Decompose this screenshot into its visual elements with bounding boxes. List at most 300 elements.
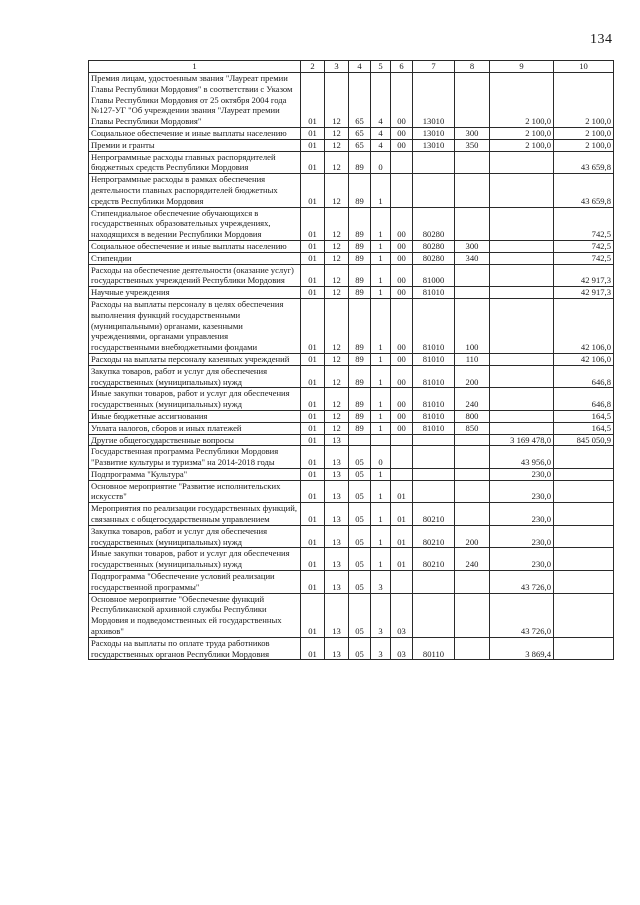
page-number: 134 — [590, 32, 613, 47]
code-subprogram: 1 — [371, 252, 391, 264]
amount-col-9: 43 726,0 — [490, 571, 554, 594]
table-row — [89, 127, 614, 139]
code-subprogram: 1 — [371, 548, 391, 571]
code-section: 01 — [301, 298, 325, 353]
table-row — [89, 174, 614, 207]
amount-col-10 — [554, 468, 614, 480]
code-program — [349, 434, 371, 446]
code-expense-type: 350 — [455, 139, 490, 151]
code-direction: 80280 — [413, 240, 455, 252]
code-activity: 00 — [391, 264, 413, 287]
code-expense-type — [455, 151, 490, 174]
code-subsection: 12 — [325, 410, 349, 422]
code-program: 05 — [349, 468, 371, 480]
amount-col-9: 3 169 478,0 — [490, 434, 554, 446]
table-row — [89, 410, 614, 422]
code-section: 01 — [301, 174, 325, 207]
amount-col-10 — [554, 548, 614, 571]
code-direction — [413, 446, 455, 469]
code-direction — [413, 593, 455, 637]
budget-table — [88, 60, 614, 660]
column-header-5: 5 — [371, 61, 391, 73]
amount-col-10: 164,5 — [554, 410, 614, 422]
code-section: 01 — [301, 480, 325, 503]
code-activity: 03 — [391, 637, 413, 660]
code-subprogram: 0 — [371, 151, 391, 174]
code-expense-type — [455, 503, 490, 526]
amount-col-9 — [490, 287, 554, 299]
code-activity — [391, 434, 413, 446]
code-section: 01 — [301, 73, 325, 128]
code-activity: 00 — [391, 139, 413, 151]
code-program: 05 — [349, 525, 371, 548]
code-program: 89 — [349, 252, 371, 264]
code-subsection: 12 — [325, 174, 349, 207]
amount-col-9: 43 956,0 — [490, 446, 554, 469]
table-row — [89, 252, 614, 264]
table-row — [89, 446, 614, 469]
column-header-8: 8 — [455, 61, 490, 73]
code-section: 01 — [301, 593, 325, 637]
code-subprogram — [371, 434, 391, 446]
code-expense-type: 800 — [455, 410, 490, 422]
column-header-10: 10 — [554, 61, 614, 73]
code-activity — [391, 468, 413, 480]
amount-col-9 — [490, 252, 554, 264]
row-name: Расходы на выплаты по оплате труда работников государственных органов Республики Мордовия — [89, 637, 301, 660]
amount-col-9 — [490, 298, 554, 353]
amount-col-9 — [490, 365, 554, 388]
amount-col-9 — [490, 422, 554, 434]
row-name: Другие общегосударственные вопросы — [89, 434, 301, 446]
code-direction: 80210 — [413, 525, 455, 548]
code-subprogram: 1 — [371, 388, 391, 411]
row-name: Подпрограмма "Культура" — [89, 468, 301, 480]
code-subsection: 12 — [325, 139, 349, 151]
code-section: 01 — [301, 287, 325, 299]
row-name: Расходы на выплаты персоналу казенных учреждений — [89, 353, 301, 365]
table-row — [89, 593, 614, 637]
code-direction: 81010 — [413, 287, 455, 299]
code-subprogram: 1 — [371, 468, 391, 480]
code-program: 89 — [349, 287, 371, 299]
code-subprogram: 1 — [371, 365, 391, 388]
code-subprogram: 3 — [371, 593, 391, 637]
code-expense-type — [455, 637, 490, 660]
code-expense-type: 200 — [455, 365, 490, 388]
code-expense-type: 850 — [455, 422, 490, 434]
amount-col-10: 42 917,3 — [554, 287, 614, 299]
code-program: 65 — [349, 127, 371, 139]
code-section: 01 — [301, 637, 325, 660]
code-subprogram: 0 — [371, 446, 391, 469]
code-subsection: 13 — [325, 503, 349, 526]
code-direction: 80210 — [413, 548, 455, 571]
code-subprogram: 1 — [371, 207, 391, 240]
code-section: 01 — [301, 410, 325, 422]
code-activity — [391, 571, 413, 594]
table-row — [89, 73, 614, 128]
code-subsection: 12 — [325, 127, 349, 139]
code-expense-type: 300 — [455, 240, 490, 252]
amount-col-10: 2 100,0 — [554, 73, 614, 128]
table-row — [89, 365, 614, 388]
amount-col-10 — [554, 571, 614, 594]
code-section: 01 — [301, 353, 325, 365]
table-body — [89, 73, 614, 660]
code-subsection: 12 — [325, 264, 349, 287]
row-name: Премии и гранты — [89, 139, 301, 151]
code-expense-type: 200 — [455, 525, 490, 548]
code-direction: 80280 — [413, 207, 455, 240]
code-section: 01 — [301, 434, 325, 446]
code-expense-type — [455, 174, 490, 207]
code-expense-type: 340 — [455, 252, 490, 264]
code-subsection: 13 — [325, 637, 349, 660]
code-direction: 81010 — [413, 422, 455, 434]
code-program: 65 — [349, 73, 371, 128]
code-direction: 81010 — [413, 365, 455, 388]
code-program: 05 — [349, 548, 371, 571]
code-program: 89 — [349, 151, 371, 174]
code-direction — [413, 571, 455, 594]
code-direction: 13010 — [413, 139, 455, 151]
code-section: 01 — [301, 571, 325, 594]
code-expense-type: 300 — [455, 127, 490, 139]
table-row — [89, 637, 614, 660]
code-section: 01 — [301, 422, 325, 434]
code-program: 05 — [349, 503, 371, 526]
code-expense-type — [455, 434, 490, 446]
code-direction: 13010 — [413, 73, 455, 128]
code-program: 89 — [349, 174, 371, 207]
code-program: 89 — [349, 207, 371, 240]
code-activity: 00 — [391, 298, 413, 353]
code-direction: 81010 — [413, 410, 455, 422]
amount-col-10: 742,5 — [554, 252, 614, 264]
amount-col-10 — [554, 593, 614, 637]
amount-col-10 — [554, 637, 614, 660]
code-subsection: 12 — [325, 240, 349, 252]
row-name: Социальное обеспечение и иные выплаты населению — [89, 240, 301, 252]
code-subsection: 12 — [325, 287, 349, 299]
amount-col-9 — [490, 388, 554, 411]
code-subprogram: 1 — [371, 353, 391, 365]
amount-col-10: 845 050,9 — [554, 434, 614, 446]
column-header-7: 7 — [413, 61, 455, 73]
code-subprogram: 4 — [371, 73, 391, 128]
code-program: 89 — [349, 410, 371, 422]
code-subsection: 13 — [325, 525, 349, 548]
code-activity: 00 — [391, 287, 413, 299]
code-program: 89 — [349, 365, 371, 388]
column-header-1: 1 — [89, 61, 301, 73]
code-activity: 00 — [391, 410, 413, 422]
table-row — [89, 353, 614, 365]
row-name: Иные закупки товаров, работ и услуг для обеспечения государственных (муниципальных) нужд — [89, 388, 301, 411]
amount-col-9 — [490, 207, 554, 240]
row-name: Расходы на обеспечение деятельности (оказание услуг) государственных учреждений Республики Мордовия — [89, 264, 301, 287]
code-subprogram: 1 — [371, 240, 391, 252]
code-subsection: 13 — [325, 480, 349, 503]
amount-col-10: 42 106,0 — [554, 298, 614, 353]
code-subprogram: 1 — [371, 298, 391, 353]
code-subsection: 12 — [325, 73, 349, 128]
amount-col-10 — [554, 480, 614, 503]
amount-col-9 — [490, 353, 554, 365]
code-subprogram: 4 — [371, 127, 391, 139]
code-program: 89 — [349, 353, 371, 365]
code-expense-type: 240 — [455, 548, 490, 571]
amount-col-9: 2 100,0 — [490, 127, 554, 139]
amount-col-9: 230,0 — [490, 525, 554, 548]
code-subprogram: 4 — [371, 139, 391, 151]
code-activity: 01 — [391, 548, 413, 571]
code-subsection: 12 — [325, 388, 349, 411]
code-expense-type — [455, 287, 490, 299]
table-row — [89, 139, 614, 151]
amount-col-9: 2 100,0 — [490, 139, 554, 151]
amount-col-9 — [490, 410, 554, 422]
code-subprogram: 1 — [371, 287, 391, 299]
code-activity — [391, 446, 413, 469]
amount-col-9: 2 100,0 — [490, 73, 554, 128]
code-activity: 00 — [391, 388, 413, 411]
code-expense-type: 100 — [455, 298, 490, 353]
code-subprogram: 3 — [371, 571, 391, 594]
code-section: 01 — [301, 468, 325, 480]
code-section: 01 — [301, 252, 325, 264]
row-name: Государственная программа Республики Мордовия "Развитие культуры и туризма" на 2014-2018 годы — [89, 446, 301, 469]
code-program: 05 — [349, 446, 371, 469]
code-expense-type — [455, 593, 490, 637]
code-direction: 81010 — [413, 298, 455, 353]
code-program: 05 — [349, 571, 371, 594]
column-header-3: 3 — [325, 61, 349, 73]
code-subsection: 13 — [325, 548, 349, 571]
row-name: Закупка товаров, работ и услуг для обеспечения государственных (муниципальных) нужд — [89, 365, 301, 388]
code-direction — [413, 151, 455, 174]
code-direction: 81010 — [413, 353, 455, 365]
table-row — [89, 388, 614, 411]
code-expense-type — [455, 73, 490, 128]
row-name: Стипендиальное обеспечение обучающихся в государственных образовательных учреждениях, находящихся в ведении Республики Мордовия — [89, 207, 301, 240]
amount-col-10: 646,8 — [554, 388, 614, 411]
code-activity: 00 — [391, 207, 413, 240]
code-section: 01 — [301, 127, 325, 139]
row-name: Закупка товаров, работ и услуг для обеспечения государственных (муниципальных) нужд — [89, 525, 301, 548]
code-subprogram: 1 — [371, 422, 391, 434]
code-direction — [413, 434, 455, 446]
amount-col-10: 42 106,0 — [554, 353, 614, 365]
amount-col-10 — [554, 525, 614, 548]
amount-col-9 — [490, 264, 554, 287]
amount-col-10 — [554, 446, 614, 469]
code-section: 01 — [301, 365, 325, 388]
code-direction — [413, 468, 455, 480]
code-subsection: 13 — [325, 468, 349, 480]
code-subsection: 12 — [325, 207, 349, 240]
code-subsection: 12 — [325, 353, 349, 365]
code-activity: 01 — [391, 503, 413, 526]
row-name: Стипендии — [89, 252, 301, 264]
table-row — [89, 287, 614, 299]
code-program: 89 — [349, 240, 371, 252]
table-row — [89, 264, 614, 287]
table-row — [89, 298, 614, 353]
row-name: Мероприятия по реализации государственных функций, связанных с общегосударственным управлением — [89, 503, 301, 526]
table-row — [89, 434, 614, 446]
code-section: 01 — [301, 388, 325, 411]
column-header-6: 6 — [391, 61, 413, 73]
code-direction: 13010 — [413, 127, 455, 139]
amount-col-10: 2 100,0 — [554, 139, 614, 151]
table-row — [89, 571, 614, 594]
code-program: 89 — [349, 388, 371, 411]
amount-col-10: 42 917,3 — [554, 264, 614, 287]
code-subsection: 12 — [325, 151, 349, 174]
row-name: Основное мероприятие "Развитие исполнительских искусств" — [89, 480, 301, 503]
code-subsection: 13 — [325, 446, 349, 469]
code-subsection: 12 — [325, 298, 349, 353]
header-row — [89, 61, 614, 73]
code-subsection: 13 — [325, 571, 349, 594]
code-activity — [391, 151, 413, 174]
code-subprogram: 1 — [371, 525, 391, 548]
amount-col-9: 230,0 — [490, 480, 554, 503]
column-header-9: 9 — [490, 61, 554, 73]
table-row — [89, 422, 614, 434]
row-name: Расходы на выплаты персоналу в целях обеспечения выполнения функций государственными (муниципальными) органами, казенными учреждениями, органами управления государственными внебюджетными фондами — [89, 298, 301, 353]
code-program: 89 — [349, 264, 371, 287]
code-activity: 00 — [391, 240, 413, 252]
code-activity: 00 — [391, 353, 413, 365]
code-activity: 01 — [391, 525, 413, 548]
amount-col-10: 43 659,8 — [554, 174, 614, 207]
table-row — [89, 207, 614, 240]
code-subprogram: 3 — [371, 637, 391, 660]
code-program: 05 — [349, 480, 371, 503]
code-subprogram: 1 — [371, 264, 391, 287]
code-activity: 00 — [391, 365, 413, 388]
code-section: 01 — [301, 240, 325, 252]
amount-col-9 — [490, 174, 554, 207]
row-name: Уплата налогов, сборов и иных платежей — [89, 422, 301, 434]
table-row — [89, 525, 614, 548]
code-activity: 00 — [391, 252, 413, 264]
table-row — [89, 480, 614, 503]
code-subprogram: 1 — [371, 503, 391, 526]
code-program: 65 — [349, 139, 371, 151]
column-header-2: 2 — [301, 61, 325, 73]
code-activity: 01 — [391, 480, 413, 503]
code-activity — [391, 174, 413, 207]
code-section: 01 — [301, 151, 325, 174]
code-subsection: 13 — [325, 434, 349, 446]
code-activity: 03 — [391, 593, 413, 637]
code-section: 01 — [301, 446, 325, 469]
row-name: Иные бюджетные ассигнования — [89, 410, 301, 422]
amount-col-10: 43 659,8 — [554, 151, 614, 174]
code-expense-type — [455, 207, 490, 240]
amount-col-10: 646,8 — [554, 365, 614, 388]
code-activity: 00 — [391, 422, 413, 434]
code-expense-type — [455, 264, 490, 287]
row-name: Иные закупки товаров, работ и услуг для обеспечения государственных (муниципальных) нужд — [89, 548, 301, 571]
code-activity: 00 — [391, 73, 413, 128]
row-name: Непрограммные расходы главных распорядителей бюджетных средств Республики Мордовия — [89, 151, 301, 174]
amount-col-10: 2 100,0 — [554, 127, 614, 139]
amount-col-9: 43 726,0 — [490, 593, 554, 637]
row-name: Премия лицам, удостоенным звания "Лауреат премии Главы Республики Мордовия" в соответствии с Указом Главы Республики Мордовия от 25 октября 2004 года №127-УГ "Об учреждении звания "Лауреат премии Главы Республики Мордовия" — [89, 73, 301, 128]
table-row — [89, 503, 614, 526]
code-subsection: 13 — [325, 593, 349, 637]
code-section: 01 — [301, 548, 325, 571]
code-program: 89 — [349, 422, 371, 434]
code-subprogram: 1 — [371, 410, 391, 422]
amount-col-10: 742,5 — [554, 240, 614, 252]
code-program: 89 — [349, 298, 371, 353]
code-activity: 00 — [391, 127, 413, 139]
code-section: 01 — [301, 525, 325, 548]
row-name: Непрограммные расходы в рамках обеспечения деятельности главных распорядителей бюджетных средств Республики Мордовия — [89, 174, 301, 207]
code-subsection: 12 — [325, 252, 349, 264]
code-direction: 81010 — [413, 388, 455, 411]
row-name: Подпрограмма "Обеспечение условий реализации государственной программы" — [89, 571, 301, 594]
amount-col-9 — [490, 151, 554, 174]
row-name: Основное мероприятие "Обеспечение функций Республиканской архивной службы Республики Мордовия и подведомственных ей государственных архивов" — [89, 593, 301, 637]
table-row — [89, 548, 614, 571]
code-expense-type: 240 — [455, 388, 490, 411]
code-section: 01 — [301, 264, 325, 287]
code-program: 05 — [349, 593, 371, 637]
code-direction — [413, 174, 455, 207]
code-expense-type — [455, 468, 490, 480]
code-direction: 81000 — [413, 264, 455, 287]
code-direction — [413, 480, 455, 503]
code-program: 05 — [349, 637, 371, 660]
code-section: 01 — [301, 503, 325, 526]
column-header-4: 4 — [349, 61, 371, 73]
row-name: Научные учреждения — [89, 287, 301, 299]
code-subsection: 12 — [325, 422, 349, 434]
amount-col-9: 230,0 — [490, 503, 554, 526]
row-name: Социальное обеспечение и иные выплаты населению — [89, 127, 301, 139]
table-row — [89, 151, 614, 174]
code-direction: 80110 — [413, 637, 455, 660]
table-row — [89, 240, 614, 252]
code-expense-type — [455, 480, 490, 503]
amount-col-9 — [490, 240, 554, 252]
code-direction: 80280 — [413, 252, 455, 264]
code-section: 01 — [301, 139, 325, 151]
code-expense-type — [455, 571, 490, 594]
code-expense-type — [455, 446, 490, 469]
amount-col-9: 230,0 — [490, 468, 554, 480]
amount-col-9: 230,0 — [490, 548, 554, 571]
table-row — [89, 468, 614, 480]
code-subprogram: 1 — [371, 480, 391, 503]
code-expense-type: 110 — [455, 353, 490, 365]
code-direction: 80210 — [413, 503, 455, 526]
amount-col-10 — [554, 503, 614, 526]
code-subprogram: 1 — [371, 174, 391, 207]
amount-col-9: 3 869,4 — [490, 637, 554, 660]
code-section: 01 — [301, 207, 325, 240]
amount-col-10: 164,5 — [554, 422, 614, 434]
code-subsection: 12 — [325, 365, 349, 388]
amount-col-10: 742,5 — [554, 207, 614, 240]
